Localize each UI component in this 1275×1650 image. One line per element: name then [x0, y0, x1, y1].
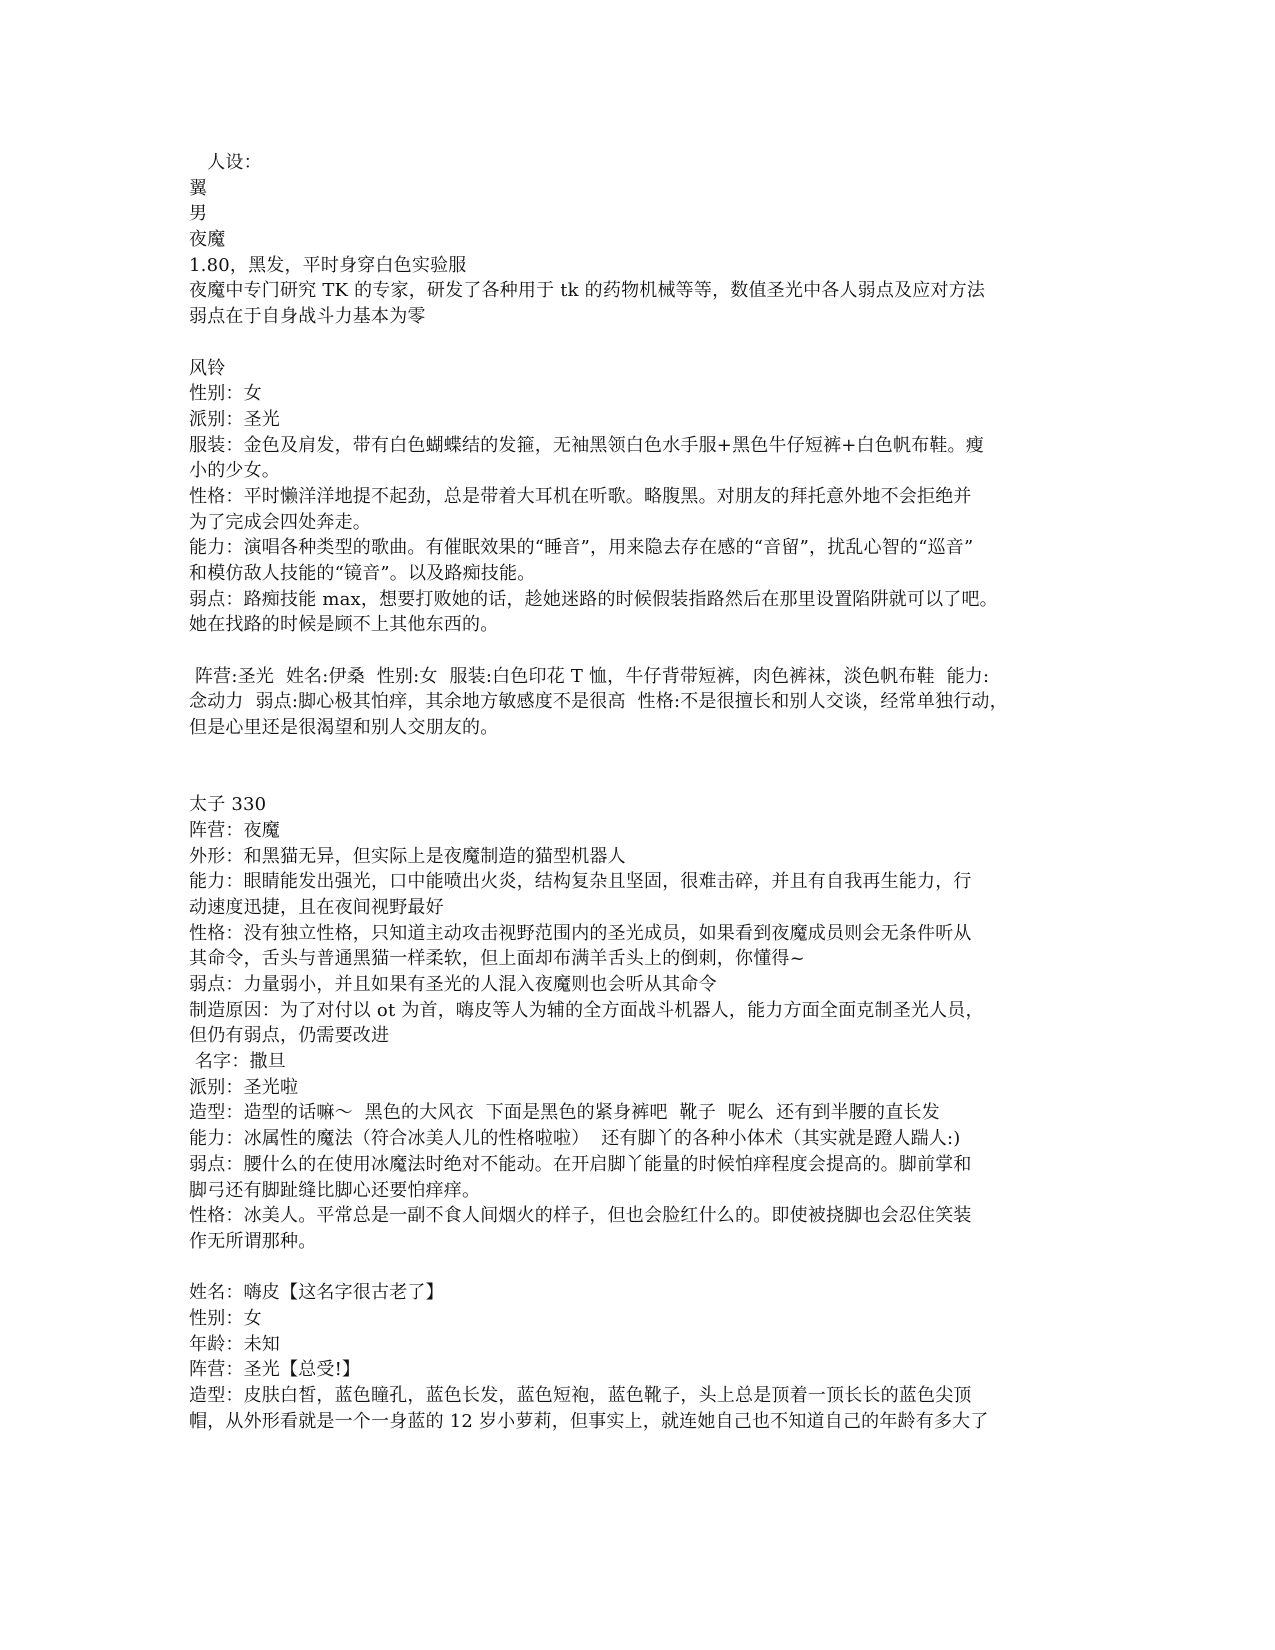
text-line: 但仍有弱点，仍需要改进: [189, 1025, 390, 1047]
text-line: 弱点在于自身战斗力基本为零: [189, 306, 426, 328]
text-line: 动速度迅捷，且在夜间视野最好: [189, 896, 444, 918]
text-line: 人设：: [189, 152, 262, 173]
text-line: 但是心里还是很渴望和别人交朋友的。: [189, 717, 499, 739]
character-section-taizi: [189, 792, 1089, 1049]
text-line: 她在找路的时候是顾不上其他东西的。: [189, 614, 499, 636]
section-gap: [189, 741, 1089, 792]
text-line: 阵营:圣光 姓名:伊桑 性别:女 服装:白色印花 T 恤，牛仔背带短裤，肉色裤袜，淡色帆布鞋 能力:: [189, 665, 990, 687]
text-line: 性格：平时懒洋洋地提不起劲，总是带着大耳机在听歌。略腹黑。对朋友的拜托意外地不会拒绝并: [189, 485, 972, 507]
text-line: 1.80，黑发，平时身穿白色实验服: [189, 254, 467, 276]
character-section-yi: [189, 150, 1089, 330]
text-line: 作无所谓那种。: [189, 1230, 317, 1252]
text-line: 其命令，舌头与普通黑猫一样柔软，但上面却布满羊舌头上的倒刺，你懂得~: [189, 948, 805, 970]
text-line: 造型：皮肤白皙，蓝色瞳孔，蓝色长发，蓝色短袍，蓝色靴子，头上总是顶着一顶长长的蓝色尖顶: [189, 1385, 972, 1407]
text-line: 太子 330: [189, 794, 267, 816]
text-line: 外形：和黑猫无异，但实际上是夜魔制造的猫型机器人: [189, 845, 626, 867]
text-line: 脚弓还有脚趾缝比脚心还要怕痒痒。: [189, 1179, 481, 1201]
text-line: 性别：女: [189, 383, 262, 405]
character-section-haipi: [189, 1280, 1089, 1434]
text-line: 名字：撒旦: [189, 1051, 286, 1073]
document-body: [189, 150, 1089, 1434]
text-line: 能力：演唱各种类型的歌曲。有催眠效果的“睡音”，用来隐去存在感的“音留”，扰乱心智的“巡音”: [189, 537, 974, 559]
text-line: 性别：女: [189, 1307, 262, 1329]
text-line: 姓名：嗨皮【这名字很古老了】: [189, 1282, 444, 1304]
text-line: 派别：圣光啦: [189, 1076, 299, 1098]
text-line: 年龄：未知: [189, 1333, 280, 1355]
text-line: 和模仿敌人技能的“镜音”。以及路痴技能。: [189, 563, 536, 584]
section-gap: [189, 1255, 1089, 1281]
text-line: 翼: [189, 177, 208, 199]
character-section-sadan: [189, 1049, 1089, 1255]
text-line: 风铃: [189, 357, 226, 379]
text-line: 夜魔: [189, 229, 226, 251]
text-line: 弱点：腰什么的在使用冰魔法时绝对不能动。在开启脚丫能量的时候怕痒程度会提高的。脚前掌和: [189, 1153, 972, 1175]
text-line: 能力：眼睛能发出强光，口中能喷出火炎，结构复杂且坚固，很难击碎，并且有自我再生能力，行: [189, 871, 972, 893]
text-line: 弱点：路痴技能 max，想要打败她的话，趁她迷路的时候假装指路然后在那里设置陷阱就可以了吧。: [189, 588, 998, 610]
text-line: 弱点：力量弱小，并且如果有圣光的人混入夜魔则也会听从其命令: [189, 974, 717, 996]
text-line: 造型：造型的话嘛～ 黑色的大风衣 下面是黑色的紧身裤吧 靴子 呢么 还有到半腰的直长发: [189, 1102, 940, 1124]
character-section-fengling: [189, 356, 1089, 639]
text-line: 制造原因：为了对付以 ot 为首，嗨皮等人为辅的全方面战斗机器人，能力方面全面克制圣光人员，: [189, 999, 984, 1021]
text-line: 服装：金色及肩发，带有白色蝴蝶结的发箍，无袖黑领白色水手服+黑色牛仔短裤+白色帆布鞋。瘦: [189, 434, 984, 456]
text-line: 帽，从外形看就是一个一身蓝的 12 岁小萝莉，但事实上，就连她自己也不知道自己的年龄有多大了: [189, 1410, 989, 1432]
text-line: 男: [189, 203, 208, 225]
character-section-yisang: [189, 664, 1089, 741]
text-line: 念动力 弱点:脚心极其怕痒，其余地方敏感度不是很高 性格:不是很擅长和别人交谈，经常单独行动，: [189, 691, 1008, 713]
text-line: 阵营：夜魔: [189, 819, 280, 841]
section-gap: [189, 330, 1089, 356]
text-line: 能力：冰属性的魔法（符合冰美人儿的性格啦啦） 还有脚丫的各种小体术（其实就是蹬人踹人:): [189, 1128, 961, 1150]
text-line: 阵营：圣光【总受!】: [189, 1359, 361, 1381]
text-line: 夜魔中专门研究 TK 的专家，研发了各种用于 tk 的药物机械等等，数值圣光中各人弱点及应对方法: [189, 280, 986, 302]
section-gap: [189, 638, 1089, 664]
text-line: 性格：冰美人。平常总是一副不食人间烟火的样子，但也会脸红什么的。即使被挠脚也会忍住笑装: [189, 1205, 972, 1227]
text-line: 派别：圣光: [189, 408, 280, 430]
text-line: 性格：没有独立性格，只知道主动攻击视野范围内的圣光成员，如果看到夜魔成员则会无条件听从: [189, 922, 972, 944]
text-line: 为了完成会四处奔走。: [189, 511, 371, 533]
text-line: 小的少女。: [189, 460, 280, 482]
